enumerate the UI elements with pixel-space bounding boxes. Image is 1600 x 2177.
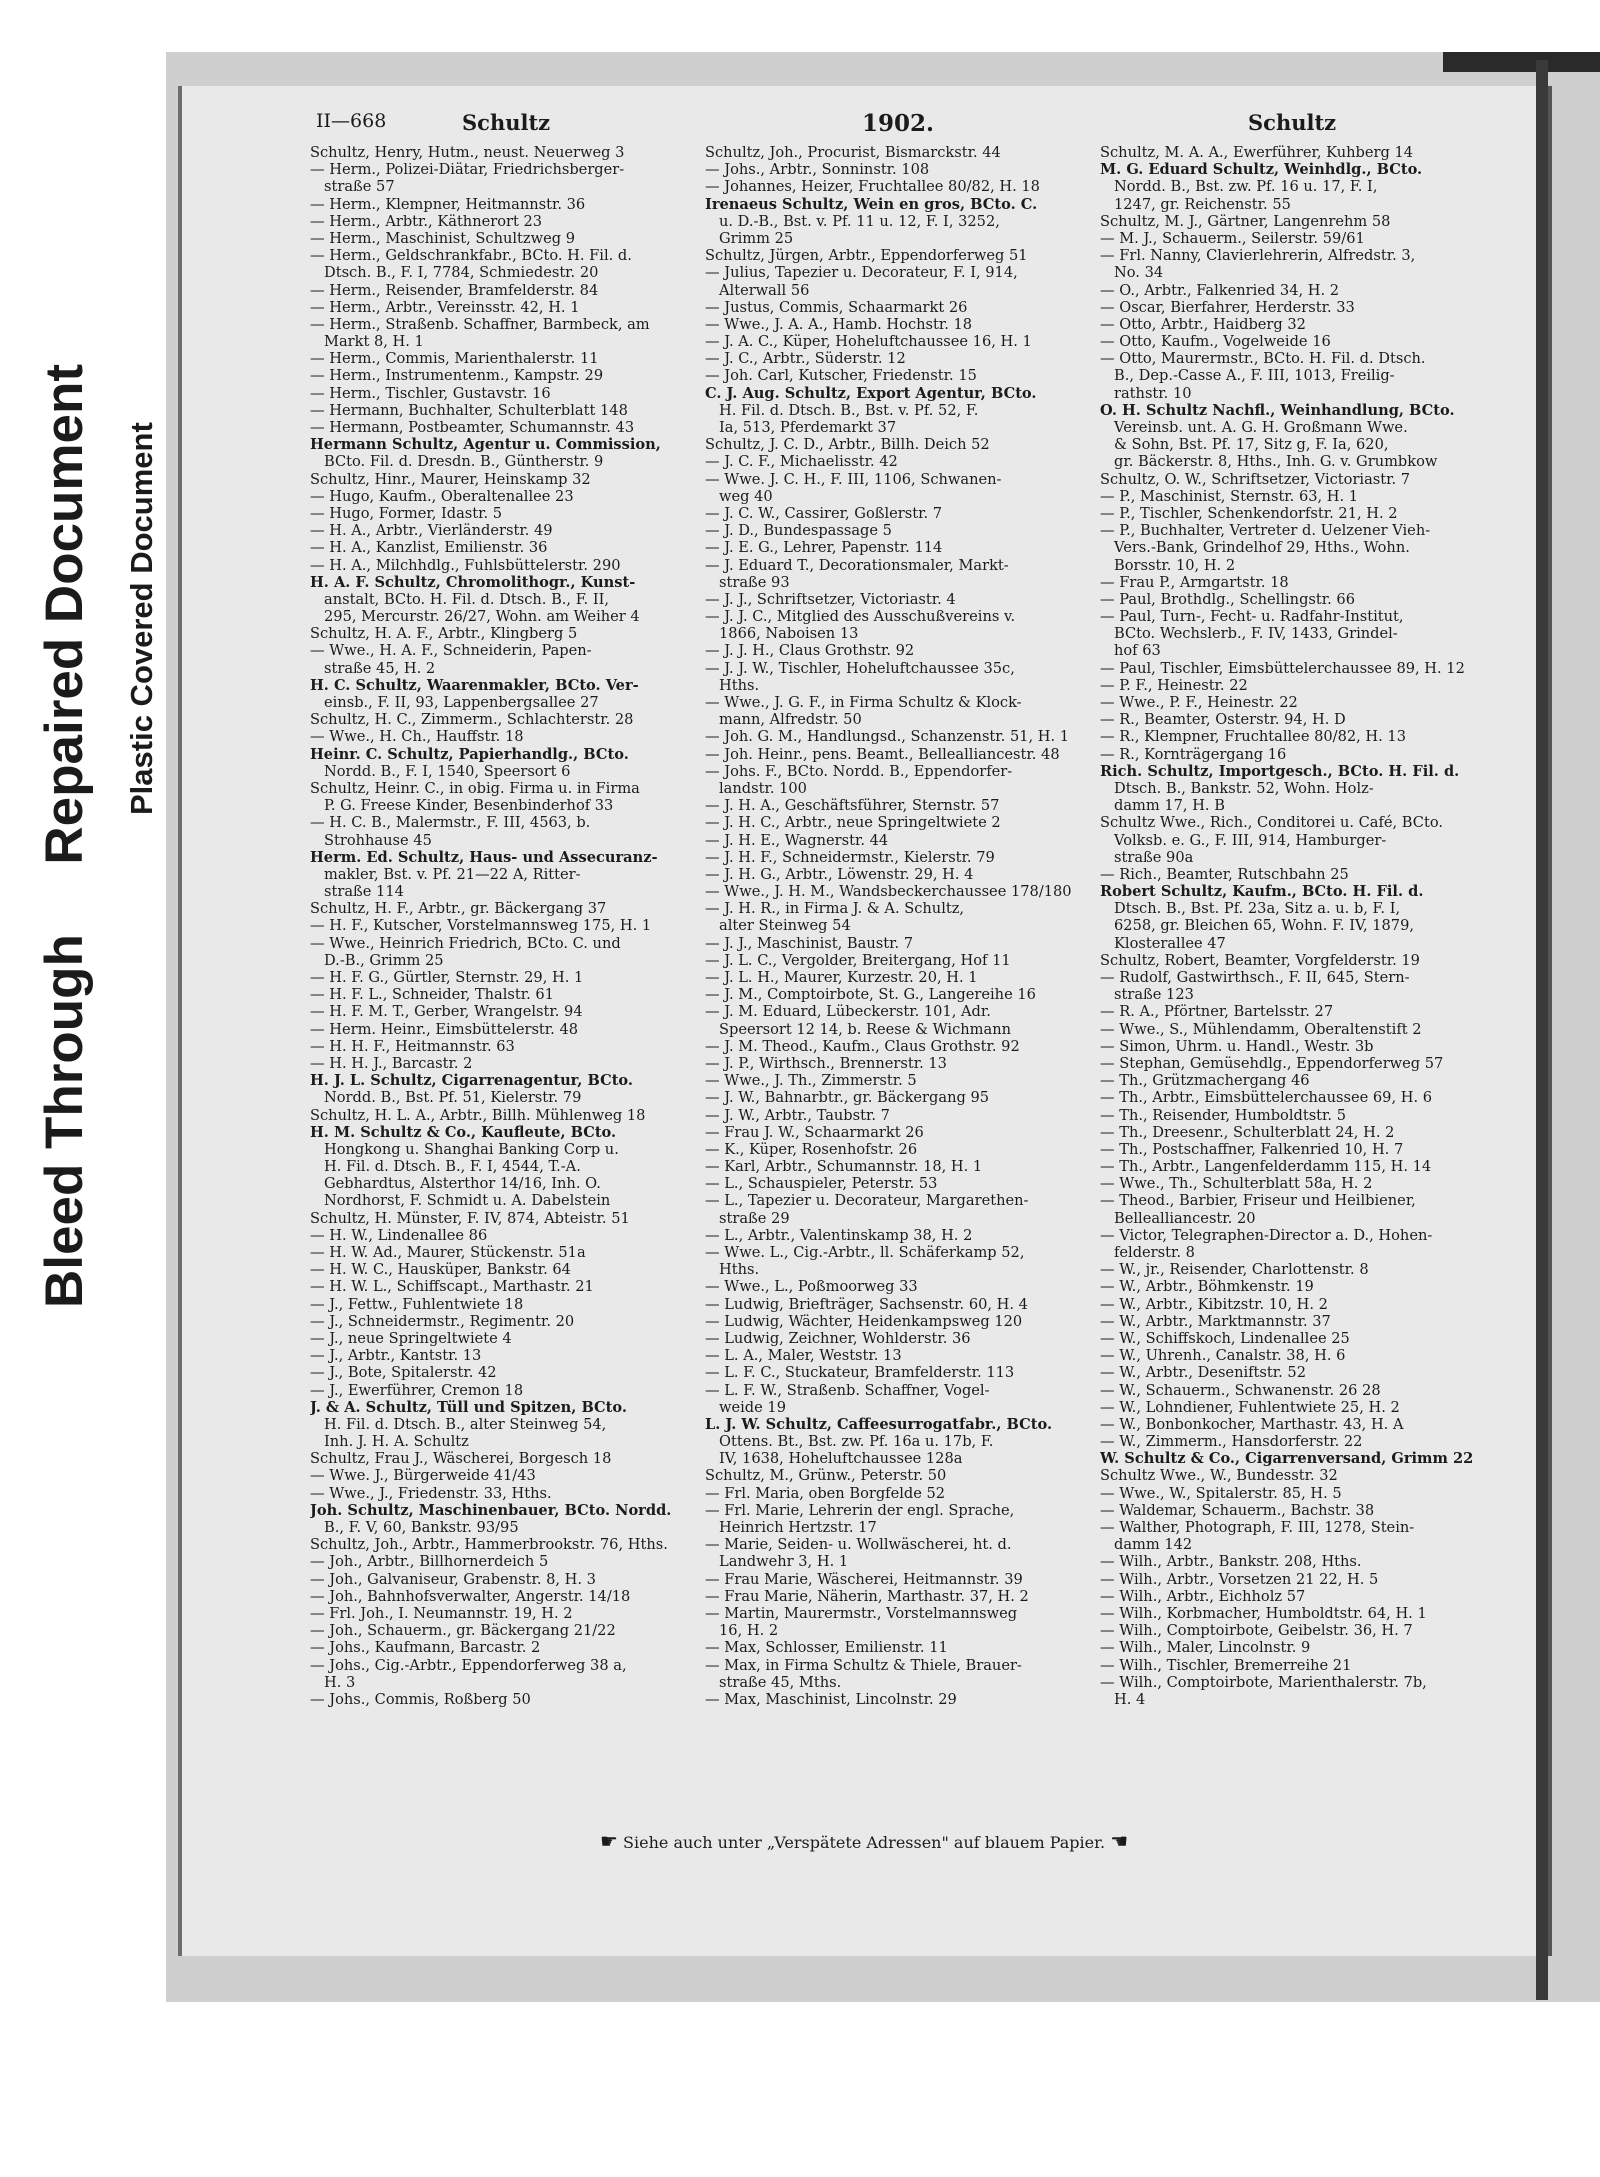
- directory-entry-line: Schultz, Joh., Arbtr., Hammerbrookstr. 76, Hths.: [310, 1536, 668, 1554]
- directory-entry-line: Schultz, Hinr., Maurer, Heinskamp 32: [310, 470, 591, 488]
- directory-entry-line: Heinr. C. Schultz, Papierhandlg., BCto.: [310, 745, 629, 763]
- directory-entry-line: — J., neue Springeltwiete 4: [310, 1329, 512, 1347]
- directory-entry-line: — Wwe., P. F., Heinestr. 22: [1100, 694, 1298, 711]
- directory-entry-line: — Herm., Reisender, Bramfelderstr. 84: [310, 281, 599, 299]
- directory-entry-line: — W., Schiffskoch, Lindenallee 25: [1100, 1329, 1350, 1347]
- column-3: [1100, 144, 1492, 1708]
- directory-entry-line: Irenaeus Schultz, Wein en gros, BCto. C.: [705, 195, 1038, 213]
- directory-entry-line: C. J. Aug. Schultz, Export Agentur, BCto.: [705, 384, 1037, 402]
- directory-entry-line: — Wilh., Arbtr., Vorsetzen 21 22, H. 5: [1100, 1570, 1379, 1588]
- directory-entry-line: — Herm., Maschinist, Schultzweg 9: [310, 229, 575, 247]
- directory-entry-line: Schultz, Robert, Beamter, Vorgfelderstr. 19: [1100, 951, 1420, 969]
- directory-entry-line: — J. C. F., Michaelisstr. 42: [705, 453, 898, 471]
- directory-entry-line: Strohhause 45: [324, 831, 432, 849]
- directory-entry-line: — K., Küper, Rosenhofstr. 26: [705, 1140, 918, 1158]
- directory-entry-line: — J. W., Bahnarbtr., gr. Bäckergang 95: [705, 1089, 990, 1107]
- directory-entry-line: B., Dep.-Casse A., F. III, 1013, Freilig-: [1114, 367, 1395, 385]
- year-heading: 1902.: [862, 110, 935, 137]
- directory-entry-line: Schultz, Joh., Procurist, Bismarckstr. 44: [705, 144, 1001, 161]
- directory-entry-line: — J. H. G., Arbtr., Löwenstr. 29, H. 4: [705, 865, 974, 883]
- directory-entry-line: 16, H. 2: [719, 1622, 779, 1640]
- directory-entry-line: — Wilh., Korbmacher, Humboldtstr. 64, H. 1: [1100, 1604, 1427, 1622]
- directory-entry-line: Nordd. B., F. I, 1540, Speersort 6: [324, 762, 571, 780]
- directory-entry-line: damm 17, H. B: [1114, 797, 1225, 815]
- directory-entry-line: — J. L. C., Vergolder, Breitergang, Hof 11: [705, 951, 1011, 969]
- directory-entry-line: — Th., Dreesenr., Schulterblatt 24, H. 2: [1100, 1123, 1395, 1141]
- directory-entry-line: — P., Buchhalter, Vertreter d. Uelzener Vieh-: [1100, 522, 1431, 540]
- directory-entry-line: — J. H. C., Arbtr., neue Springeltwiete 2: [705, 814, 1001, 832]
- directory-entry-line: — J. Eduard T., Decorationsmaler, Markt-: [705, 556, 1009, 574]
- directory-entry-line: — H. A., Milchhdlg., Fuhlsbüttelerstr. 290: [310, 556, 621, 574]
- directory-entry-line: — Frl. Joh., I. Neumannstr. 19, H. 2: [310, 1604, 573, 1622]
- directory-entry-line: Nordd. B., Bst. Pf. 51, Kielerstr. 79: [324, 1089, 582, 1107]
- directory-entry-line: — Wwe., J. A. A., Hamb. Hochstr. 18: [705, 315, 973, 333]
- directory-entry-line: — Hermann, Postbeamter, Schumannstr. 43: [310, 419, 635, 436]
- directory-entry-line: — Th., Reisender, Humboldtstr. 5: [1100, 1106, 1346, 1124]
- directory-entry-line: Hths.: [719, 1261, 760, 1279]
- directory-entry-line: — Ludwig, Briefträger, Sachsenstr. 60, H. 4: [705, 1295, 1028, 1313]
- directory-entry-line: Schultz, Frau J., Wäscherei, Borgesch 18: [310, 1450, 612, 1468]
- directory-entry-line: Bellealliancestr. 20: [1114, 1209, 1256, 1227]
- directory-entry-line: — Karl, Arbtr., Schumannstr. 18, H. 1: [705, 1158, 983, 1176]
- directory-entry-line: — Johannes, Heizer, Fruchtallee 80/82, H. 18: [705, 178, 1040, 196]
- directory-entry-line: straße 45, H. 2: [324, 659, 436, 677]
- directory-entry-line: — L. F. C., Stuckateur, Bramfelderstr. 113: [705, 1364, 1015, 1382]
- directory-entry-line: straße 57: [324, 178, 395, 196]
- directory-entry-line: — Frl. Marie, Lehrerin der engl. Sprache,: [705, 1501, 1015, 1519]
- directory-entry-line: Schultz, H. Münster, F. IV, 874, Abteistr. 51: [310, 1209, 630, 1227]
- directory-entry-line: — J. J., Maschinist, Baustr. 7: [705, 934, 914, 952]
- directory-entry-line: — Otto, Arbtr., Haidberg 32: [1100, 315, 1306, 333]
- directory-entry-line: — Frau J. W., Schaarmarkt 26: [705, 1123, 924, 1141]
- directory-entry-line: — O., Arbtr., Falkenried 34, H. 2: [1100, 281, 1340, 299]
- directory-entry-line: — Ludwig, Wächter, Heidenkampsweg 120: [705, 1312, 1023, 1330]
- directory-entry-line: — Th., Arbtr., Eimsbüttelerchaussee 69, H. 6: [1100, 1089, 1433, 1107]
- pointing-hand-icon-left: ☛: [600, 1829, 618, 1853]
- directory-entry-line: hof 63: [1114, 642, 1161, 660]
- directory-entry-line: — Joh. G. M., Handlungsd., Schanzenstr. 51, H. 1: [705, 728, 1070, 746]
- directory-entry-line: — Frau P., Armgartstr. 18: [1100, 573, 1289, 591]
- directory-entry-line: — Walther, Photograph, F. III, 1278, Stein-: [1100, 1519, 1415, 1536]
- directory-entry-line: — Wilh., Comptoirbote, Geibelstr. 36, H. 7: [1100, 1622, 1413, 1640]
- column-1: [310, 144, 702, 1708]
- directory-entry-line: — J. H. E., Wagnerstr. 44: [705, 831, 889, 849]
- side-label-plastic-covered: Plastic Covered Document: [124, 422, 159, 815]
- directory-entry-line: 295, Mercurstr. 26/27, Wohn. am Weiher 4: [324, 608, 640, 626]
- directory-entry-line: — Wwe., H. Ch., Hauffstr. 18: [310, 728, 524, 746]
- directory-entry-line: straße 93: [719, 573, 790, 591]
- directory-entry-line: — H. F., Kutscher, Vorstelmannsweg 175, H. 1: [310, 917, 652, 935]
- directory-entry-line: — P., Maschinist, Sternstr. 63, H. 1: [1100, 487, 1359, 505]
- directory-entry-line: Hongkong u. Shanghai Banking Corp u.: [324, 1140, 619, 1158]
- directory-entry-line: — J. M., Comptoirbote, St. G., Langereihe 16: [705, 986, 1036, 1004]
- directory-entry-line: — Martin, Maurermstr., Vorstelmannsweg: [705, 1604, 1018, 1622]
- directory-entry-line: Schultz, Jürgen, Arbtr., Eppendorferweg 51: [705, 247, 1028, 265]
- directory-entry-line: landstr. 100: [719, 779, 807, 797]
- directory-entry-line: — Frl. Nanny, Clavierlehrerin, Alfredstr. 3,: [1100, 247, 1416, 265]
- directory-entry-line: Klosterallee 47: [1114, 934, 1226, 952]
- directory-entry-line: straße 45, Mths.: [719, 1673, 842, 1691]
- footer-note: [600, 1829, 1128, 1853]
- directory-entry-line: — R., Kornträgergang 16: [1100, 745, 1287, 763]
- directory-entry-line: — J. C., Arbtr., Süderstr. 12: [705, 350, 906, 368]
- directory-entry-line: — Wwe. J., Bürgerweide 41/43: [310, 1467, 536, 1485]
- directory-entry-line: — Herm., Polizei-Diätar, Friedrichsberger-: [310, 161, 625, 179]
- directory-entry-line: — W., Zimmerm., Hansdorferstr. 22: [1100, 1433, 1363, 1451]
- directory-entry-line: — Th., Grützmachergang 46: [1100, 1072, 1310, 1090]
- directory-entry-line: — W., Uhrenh., Canalstr. 38, H. 6: [1100, 1347, 1346, 1365]
- directory-entry-line: anstalt, BCto. H. Fil. d. Dtsch. B., F. II,: [324, 590, 610, 608]
- directory-entry-line: — H. F. G., Gürtler, Sternstr. 29, H. 1: [310, 969, 584, 986]
- directory-entry-line: Schultz, M. J., Gärtner, Langenrehm 58: [1100, 212, 1391, 230]
- directory-entry-line: — L., Arbtr., Valentinskamp 38, H. 2: [705, 1226, 973, 1244]
- directory-entry-line: — Marie, Seiden- u. Wollwäscherei, ht. d.: [705, 1536, 1012, 1554]
- directory-entry-line: Ottens. Bt., Bst. zw. Pf. 16a u. 17b, F.: [719, 1433, 994, 1451]
- directory-entry-line: — P. F., Heinestr. 22: [1100, 676, 1248, 694]
- directory-entry-line: Robert Schultz, Kaufm., BCto. H. Fil. d.: [1100, 883, 1424, 901]
- column-2: [705, 144, 1096, 1708]
- directory-entry-line: — L. F. W., Straßenb. Schaffner, Vogel-: [705, 1381, 990, 1399]
- directory-entry-line: Schultz Wwe., W., Bundesstr. 32: [1100, 1467, 1338, 1485]
- directory-entry-line: J. & A. Schultz, Tüll und Spitzen, BCto.: [310, 1398, 627, 1416]
- directory-entry-line: — H. W. Ad., Maurer, Stückenstr. 51a: [310, 1244, 586, 1261]
- directory-entry-line: Ia, 513, Pferdemarkt 37: [719, 419, 897, 436]
- directory-entry-line: Dtsch. B., Bankstr. 52, Wohn. Holz-: [1114, 779, 1374, 797]
- directory-entry-line: — J. J. C., Mitglied des Ausschußvereins v.: [705, 608, 1016, 626]
- directory-entry-line: — H. W. C., Hausküper, Bankstr. 64: [310, 1261, 571, 1279]
- directory-entry-line: Schultz, Henry, Hutm., neust. Neuerweg 3: [310, 144, 625, 161]
- directory-entry-line: — Johs., Cig.-Arbtr., Eppendorferweg 38 a,: [310, 1656, 627, 1674]
- directory-entry-line: O. H. Schultz Nachfl., Weinhandlung, BCto.: [1100, 401, 1455, 419]
- directory-entry-line: — J., Arbtr., Kantstr. 13: [310, 1347, 482, 1365]
- directory-entry-line: — Wwe., J., Friedenstr. 33, Hths.: [310, 1484, 552, 1502]
- directory-entry-line: — H. F. L., Schneider, Thalstr. 61: [310, 986, 554, 1004]
- running-head-right: Schultz: [1248, 110, 1337, 135]
- directory-entry-line: Landwehr 3, H. 1: [719, 1553, 849, 1571]
- directory-entry-line: — Julius, Tapezier u. Decorateur, F. I, 914,: [705, 264, 1018, 282]
- directory-entry-line: — W., Arbtr., Böhmkenstr. 19: [1100, 1278, 1314, 1296]
- directory-entry-line: — H. W. L., Schiffscapt., Marthastr. 21: [310, 1278, 594, 1296]
- directory-entry-line: u. D.-B., Bst. v. Pf. 11 u. 12, F. I, 3252,: [719, 212, 1000, 230]
- directory-entry-line: — L., Tapezier u. Decorateur, Margarethen-: [705, 1192, 1029, 1210]
- directory-entry-line: H. J. L. Schultz, Cigarrenagentur, BCto.: [310, 1072, 633, 1090]
- directory-entry-line: — Herm., Commis, Marienthalerstr. 11: [310, 350, 599, 368]
- directory-entry-line: Vereinsb. unt. A. G. H. Großmann Wwe.: [1114, 419, 1408, 436]
- directory-entry-line: — Wwe., Heinrich Friedrich, BCto. C. und: [310, 934, 621, 952]
- scanner-edge: [1443, 52, 1600, 72]
- directory-entry-line: weide 19: [719, 1398, 786, 1416]
- directory-entry-line: — Hugo, Kaufm., Oberaltenallee 23: [310, 487, 574, 505]
- directory-entry-line: — J., Ewerführer, Cremon 18: [310, 1381, 524, 1399]
- directory-entry-line: — Johs. F., BCto. Nordd. B., Eppendorfer-: [705, 762, 1013, 780]
- directory-entry-line: — J. A. C., Küper, Hoheluftchaussee 16, H. 1: [705, 333, 1032, 351]
- directory-entry-line: straße 29: [719, 1209, 790, 1227]
- directory-entry-line: — J. P., Wirthsch., Brennerstr. 13: [705, 1054, 947, 1072]
- directory-entry-line: Schultz, J. C. D., Arbtr., Billh. Deich 52: [705, 436, 990, 454]
- directory-entry-line: — Th., Postschaffner, Falkenried 10, H. 7: [1100, 1140, 1404, 1158]
- directory-entry-line: H. Fil. d. Dtsch. B., Bst. v. Pf. 52, F.: [719, 401, 979, 419]
- directory-entry-line: Speersort 12 14, b. Reese & Wichmann: [719, 1020, 1011, 1038]
- directory-entry-line: — Max, in Firma Schultz & Thiele, Brauer-: [705, 1656, 1022, 1674]
- directory-entry-line: straße 114: [324, 883, 404, 901]
- directory-entry-line: 1866, Naboisen 13: [719, 625, 859, 643]
- directory-entry-line: — Hermann, Buchhalter, Schulterblatt 148: [310, 401, 628, 419]
- directory-entry-line: — R., Klempner, Fruchtallee 80/82, H. 13: [1100, 728, 1407, 746]
- directory-entry-line: — L. A., Maler, Weststr. 13: [705, 1347, 902, 1365]
- directory-entry-line: Hermann Schultz, Agentur u. Commission,: [310, 436, 661, 454]
- directory-entry-line: Schultz, H. A. F., Arbtr., Klingberg 5: [310, 625, 578, 643]
- directory-entry-line: — Otto, Kaufm., Vogelweide 16: [1100, 333, 1331, 351]
- directory-entry-line: H. M. Schultz & Co., Kaufleute, BCto.: [310, 1123, 617, 1141]
- directory-entry-line: BCto. Wechslerb., F. IV, 1433, Grindel-: [1114, 625, 1398, 643]
- directory-entry-line: H. C. Schultz, Waarenmakler, BCto. Ver-: [310, 676, 639, 694]
- directory-entry-line: — R. A., Pförtner, Bartelsstr. 27: [1100, 1003, 1334, 1021]
- directory-entry-line: D.-B., Grimm 25: [324, 951, 444, 969]
- directory-entry-line: — J. L. H., Maurer, Kurzestr. 20, H. 1: [705, 969, 978, 986]
- directory-entry-line: — Joh., Galvaniseur, Grabenstr. 8, H. 3: [310, 1570, 596, 1588]
- directory-entry-line: W. Schultz & Co., Cigarrenversand, Grimm 22: [1100, 1450, 1474, 1468]
- directory-entry-line: — J. J. H., Claus Grothstr. 92: [705, 642, 915, 660]
- directory-entry-line: — Wwe., W., Spitalerstr. 85, H. 5: [1100, 1484, 1342, 1502]
- directory-entry-line: felderstr. 8: [1114, 1244, 1195, 1261]
- directory-entry-line: — Ludwig, Zeichner, Wohlderstr. 36: [705, 1329, 971, 1347]
- directory-entry-line: M. G. Eduard Schultz, Weinhdlg., BCto.: [1100, 161, 1423, 179]
- directory-entry-line: — J. H. F., Schneidermstr., Kielerstr. 79: [705, 848, 995, 866]
- directory-entry-line: — H. C. B., Malermstr., F. III, 4563, b.: [310, 814, 591, 832]
- footer-text: Siehe auch unter „Verspätete Adressen" auf blauem Papier.: [623, 1833, 1106, 1852]
- directory-entry-line: — J. M. Eduard, Lübeckerstr. 101, Adr.: [705, 1003, 991, 1021]
- directory-entry-line: H. Fil. d. Dtsch. B., F. I, 4544, T.-A.: [324, 1158, 581, 1176]
- directory-entry-line: — Justus, Commis, Schaarmarkt 26: [705, 298, 968, 316]
- directory-entry-line: — W., jr., Reisender, Charlottenstr. 8: [1100, 1261, 1369, 1279]
- directory-entry-line: H. 3: [324, 1673, 356, 1691]
- directory-entry-line: — W., Arbtr., Deseniftstr. 52: [1100, 1364, 1306, 1382]
- directory-entry-line: Nordhorst, F. Schmidt u. A. Dabelstein: [324, 1192, 611, 1210]
- directory-entry-line: — Oscar, Bierfahrer, Herderstr. 33: [1100, 298, 1355, 316]
- directory-entry-line: — Frau Marie, Näherin, Marthastr. 37, H. 2: [705, 1587, 1029, 1605]
- directory-entry-line: — R., Beamter, Osterstr. 94, H. D: [1100, 711, 1346, 729]
- directory-entry-line: Nordd. B., Bst. zw. Pf. 16 u. 17, F. I,: [1114, 178, 1378, 196]
- directory-entry-line: — Joh. Carl, Kutscher, Friedenstr. 15: [705, 367, 977, 385]
- directory-entry-line: — Herm., Tischler, Gustavstr. 16: [310, 384, 551, 402]
- directory-entry-line: P. G. Freese Kinder, Besenbinderhof 33: [324, 797, 614, 815]
- directory-entry-line: — Joh., Arbtr., Billhornerdeich 5: [310, 1553, 549, 1571]
- directory-entry-line: Schultz, H. F., Arbtr., gr. Bäckergang 37: [310, 900, 607, 918]
- directory-entry-line: B., F. V, 60, Bankstr. 93/95: [324, 1519, 519, 1536]
- directory-entry-line: Inh. J. H. A. Schultz: [324, 1433, 469, 1451]
- book-spine: [1536, 60, 1548, 2000]
- directory-entry-line: alter Steinweg 54: [719, 917, 851, 935]
- directory-entry-line: — Wwe., H. A. F., Schneiderin, Papen-: [310, 642, 592, 660]
- directory-entry-line: Grimm 25: [719, 229, 794, 247]
- directory-entry-line: Hths.: [719, 676, 760, 694]
- directory-entry-line: straße 90a: [1114, 848, 1194, 866]
- directory-entry-line: — Herm., Arbtr., Käthnerort 23: [310, 212, 543, 230]
- directory-entry-line: Alterwall 56: [719, 281, 810, 299]
- directory-entry-line: — Hugo, Former, Idastr. 5: [310, 504, 503, 522]
- directory-entry-line: — W., Arbtr., Marktmannstr. 37: [1100, 1312, 1331, 1330]
- directory-entry-line: Schultz, O. W., Schriftsetzer, Victoriastr. 7: [1100, 470, 1411, 488]
- directory-entry-line: — Joh., Schauerm., gr. Bäckergang 21/22: [310, 1622, 616, 1640]
- directory-entry-line: — Waldemar, Schauerm., Bachstr. 38: [1100, 1501, 1375, 1519]
- directory-entry-line: Rich. Schultz, Importgesch., BCto. H. Fil. d.: [1100, 762, 1460, 780]
- directory-entry-line: IV, 1638, Hoheluftchaussee 128a: [719, 1450, 963, 1468]
- directory-entry-line: — Paul, Tischler, Eimsbüttelerchaussee 89, H. 12: [1100, 659, 1465, 677]
- directory-entry-line: — Wwe., J. Th., Zimmerstr. 5: [705, 1072, 917, 1090]
- directory-entry-line: — J. H. R., in Firma J. & A. Schultz,: [705, 900, 965, 918]
- directory-entry-line: gr. Bäckerstr. 8, Hths., Inh. G. v. Grumbkow: [1114, 453, 1438, 471]
- running-head-left: Schultz: [462, 110, 551, 135]
- directory-entry-line: — Wwe., L., Poßmoorweg 33: [705, 1278, 918, 1296]
- page-code: II—668: [316, 110, 387, 132]
- directory-entry-line: — M. J., Schauerm., Seilerstr. 59/61: [1100, 229, 1365, 247]
- directory-entry-line: — L., Schauspieler, Peterstr. 53: [705, 1175, 938, 1193]
- directory-entry-line: Gebhardtus, Alsterthor 14/16, Inh. O.: [324, 1175, 601, 1193]
- directory-entry-line: — J. J., Schriftsetzer, Victoriastr. 4: [705, 590, 956, 608]
- directory-entry-line: einsb., F. II, 93, Lappenbergsallee 27: [324, 694, 599, 711]
- directory-entry-line: — W., Bonbonkocher, Marthastr. 43, H. A: [1100, 1415, 1404, 1433]
- directory-entry-line: 6258, gr. Bleichen 65, Wohn. F. IV, 1879,: [1114, 917, 1415, 935]
- directory-entry-line: Joh. Schultz, Maschinenbauer, BCto. Nordd.: [310, 1501, 672, 1519]
- directory-entry-line: — W., Lohndiener, Fuhlentwiete 25, H. 2: [1100, 1398, 1400, 1416]
- pointing-hand-icon-right: ☚: [1110, 1829, 1129, 1853]
- directory-entry-line: — Theod., Barbier, Friseur und Heilbiener,: [1100, 1192, 1416, 1210]
- directory-entry-line: — Herm., Arbtr., Vereinsstr. 42, H. 1: [310, 298, 580, 316]
- directory-entry-line: Schultz, M. A. A., Ewerführer, Kuhberg 14: [1100, 144, 1414, 161]
- directory-entry-line: — Herm., Geldschrankfabr., BCto. H. Fil. d.: [310, 247, 632, 265]
- directory-entry-line: — W., Schauerm., Schwanenstr. 26 28: [1100, 1381, 1381, 1399]
- directory-entry-line: — W., Arbtr., Kibitzstr. 10, H. 2: [1100, 1295, 1328, 1313]
- directory-entry-line: Dtsch. B., F. I, 7784, Schmiedestr. 20: [324, 264, 599, 282]
- directory-entry-line: 1247, gr. Reichenstr. 55: [1114, 195, 1291, 213]
- directory-entry-line: No. 34: [1114, 264, 1164, 282]
- directory-entry-line: Dtsch. B., Bst. Pf. 23a, Sitz a. u. b, F. I,: [1114, 900, 1401, 918]
- directory-entry-line: Herm. Ed. Schultz, Haus- und Assecuranz-: [310, 848, 658, 866]
- directory-entry-line: — H. A., Arbtr., Vierländerstr. 49: [310, 522, 553, 540]
- directory-entry-line: — Herm. Heinr., Eimsbüttelerstr. 48: [310, 1020, 579, 1038]
- directory-entry-line: straße 123: [1114, 986, 1194, 1004]
- directory-entry-line: — J. C. W., Cassirer, Goßlerstr. 7: [705, 504, 943, 522]
- directory-entry-line: — J. E. G., Lehrer, Papenstr. 114: [705, 539, 943, 557]
- directory-entry-line: Schultz, M., Grünw., Peterstr. 50: [705, 1467, 947, 1485]
- directory-entry-line: — Max, Maschinist, Lincolnstr. 29: [705, 1690, 957, 1708]
- directory-entry-line: — Frau Marie, Wäscherei, Heitmannstr. 39: [705, 1570, 1023, 1588]
- directory-entry-line: & Sohn, Bst. Pf. 17, Sitz g, F. Ia, 620,: [1114, 436, 1389, 454]
- directory-entry-line: — Herm., Klempner, Heitmannstr. 36: [310, 195, 586, 213]
- directory-entry-line: — Otto, Maurermstr., BCto. H. Fil. d. Dtsch.: [1100, 350, 1426, 368]
- directory-entry-line: — Wilh., Comptoirbote, Marienthalerstr. 7b,: [1100, 1673, 1427, 1691]
- directory-entry-line: — H. H. F., Heitmannstr. 63: [310, 1037, 515, 1055]
- directory-entry-line: — H. H. J., Barcastr. 2: [310, 1054, 473, 1072]
- directory-entry-line: — Wwe., Th., Schulterblatt 58a, H. 2: [1100, 1175, 1373, 1193]
- directory-entry-line: damm 142: [1114, 1536, 1193, 1554]
- directory-entry-line: — Wwe. L., Cig.-Arbtr., ll. Schäferkamp 52,: [705, 1244, 1025, 1261]
- directory-entry-line: Schultz, H. C., Zimmerm., Schlachterstr. 28: [310, 711, 634, 729]
- directory-entry-line: — J. J. W., Tischler, Hoheluftchaussee 35c,: [705, 659, 1015, 677]
- directory-entry-line: Heinrich Hertzstr. 17: [719, 1519, 877, 1536]
- directory-entry-line: — Johs., Arbtr., Sonninstr. 108: [705, 161, 930, 179]
- directory-entry-line: — Wilh., Maler, Lincolnstr. 9: [1100, 1639, 1311, 1657]
- directory-entry-line: H. Fil. d. Dtsch. B., alter Steinweg 54,: [324, 1415, 607, 1433]
- repaired-document-label: Repaired Document: [35, 363, 94, 865]
- directory-entry-line: — Victor, Telegraphen-Director a. D., Hohen-: [1100, 1226, 1433, 1244]
- directory-entry-line: makler, Bst. v. Pf. 21—22 A, Ritter-: [324, 865, 581, 883]
- directory-entry-line: — Th., Arbtr., Langenfelderdamm 115, H. 14: [1100, 1158, 1432, 1176]
- directory-entry-line: — Wilh., Arbtr., Bankstr. 208, Hths.: [1100, 1553, 1362, 1571]
- directory-entry-line: — Wwe., J. G. F., in Firma Schultz & Klock-: [705, 694, 1022, 711]
- directory-entry-line: — Paul, Turn-, Fecht- u. Radfahr-Institut,: [1100, 608, 1404, 626]
- directory-entry-line: L. J. W. Schultz, Caffeesurrogatfabr., BCto.: [705, 1415, 1053, 1433]
- directory-entry-line: — J. M. Theod., Kaufm., Claus Grothstr. 92: [705, 1037, 1020, 1055]
- directory-entry-line: — H. A., Kanzlist, Emilienstr. 36: [310, 539, 548, 557]
- directory-entry-line: — Johs., Commis, Roßberg 50: [310, 1690, 531, 1708]
- directory-entry-line: — J. W., Arbtr., Taubstr. 7: [705, 1106, 890, 1124]
- directory-entry-line: — Max, Schlosser, Emilienstr. 11: [705, 1639, 948, 1657]
- directory-entry-line: — Stephan, Gemüsehdlg., Eppendorferweg 57: [1100, 1054, 1444, 1072]
- directory-entry-line: H. 4: [1114, 1690, 1146, 1708]
- directory-entry-line: — P., Tischler, Schenkendorfstr. 21, H. 2: [1100, 504, 1398, 522]
- directory-entry-line: — Simon, Uhrm. u. Handl., Westr. 3b: [1100, 1037, 1374, 1055]
- directory-entry-line: BCto. Fil. d. Dresdn. B., Güntherstr. 9: [324, 453, 604, 471]
- directory-entry-line: Schultz, H. L. A., Arbtr., Billh. Mühlenweg 18: [310, 1106, 646, 1124]
- directory-entry-line: — Johs., Kaufmann, Barcastr. 2: [310, 1639, 541, 1657]
- side-label-bleed-through: [34, 364, 95, 1308]
- directory-entry-line: — Joh., Bahnhofsverwalter, Angerstr. 14/18: [310, 1587, 631, 1605]
- directory-entry-line: Markt 8, H. 1: [324, 333, 424, 351]
- directory-entry-line: — Paul, Brothdlg., Schellingstr. 66: [1100, 590, 1355, 608]
- directory-entry-line: — H. F. M. T., Gerber, Wrangelstr. 94: [310, 1003, 583, 1021]
- directory-entry-line: — H. W., Lindenallee 86: [310, 1226, 488, 1244]
- directory-entry-line: Borsstr. 10, H. 2: [1114, 556, 1236, 574]
- directory-entry-line: — Wwe., J. H. M., Wandsbeckerchaussee 178/180: [705, 883, 1072, 901]
- directory-entry-line: Schultz Wwe., Rich., Conditorei u. Café, BCto.: [1100, 814, 1444, 832]
- directory-entry-line: weg 40: [719, 487, 773, 505]
- directory-entry-line: — Frl. Maria, oben Borgfelde 52: [705, 1484, 946, 1502]
- directory-entry-line: Schultz, Heinr. C., in obig. Firma u. in Firma: [310, 779, 640, 797]
- directory-entry-line: — Herm., Straßenb. Schaffner, Barmbeck, am: [310, 315, 650, 333]
- directory-entry-line: — Wwe., S., Mühlendamm, Oberaltenstift 2: [1100, 1020, 1422, 1038]
- directory-entry-line: Vers.-Bank, Grindelhof 29, Hths., Wohn.: [1114, 539, 1410, 557]
- directory-entry-line: — Wilh., Arbtr., Eichholz 57: [1100, 1587, 1306, 1605]
- directory-entry-line: H. A. F. Schultz, Chromolithogr., Kunst-: [310, 573, 636, 591]
- directory-entry-line: — Rich., Beamter, Rutschbahn 25: [1100, 865, 1349, 883]
- directory-entry-line: — J. H. A., Geschäftsführer, Sternstr. 57: [705, 797, 1000, 815]
- bleed-through-label: Bleed Through: [35, 934, 94, 1308]
- directory-entry-line: — Herm., Instrumentenm., Kampstr. 29: [310, 367, 604, 385]
- directory-entry-line: rathstr. 10: [1114, 384, 1192, 402]
- directory-entry-line: — Rudolf, Gastwirthsch., F. II, 645, Stern-: [1100, 969, 1410, 986]
- directory-entry-line: — J. D., Bundespassage 5: [705, 522, 892, 540]
- directory-entry-line: — J., Schneidermstr., Regimentr. 20: [310, 1312, 575, 1330]
- directory-entry-line: — Joh. Heinr., pens. Beamt., Bellealliancestr. 48: [705, 745, 1060, 763]
- directory-entry-line: — J., Bote, Spitalerstr. 42: [310, 1364, 497, 1382]
- directory-entry-line: mann, Alfredstr. 50: [719, 711, 862, 729]
- directory-entry-line: — J., Fettw., Fuhlentwiete 18: [310, 1295, 524, 1313]
- directory-entry-line: Volksb. e. G., F. III, 914, Hamburger-: [1114, 831, 1387, 849]
- directory-entry-line: — Wwe. J. C. H., F. III, 1106, Schwanen-: [705, 470, 1002, 488]
- directory-entry-line: — Wilh., Tischler, Bremerreihe 21: [1100, 1656, 1352, 1674]
